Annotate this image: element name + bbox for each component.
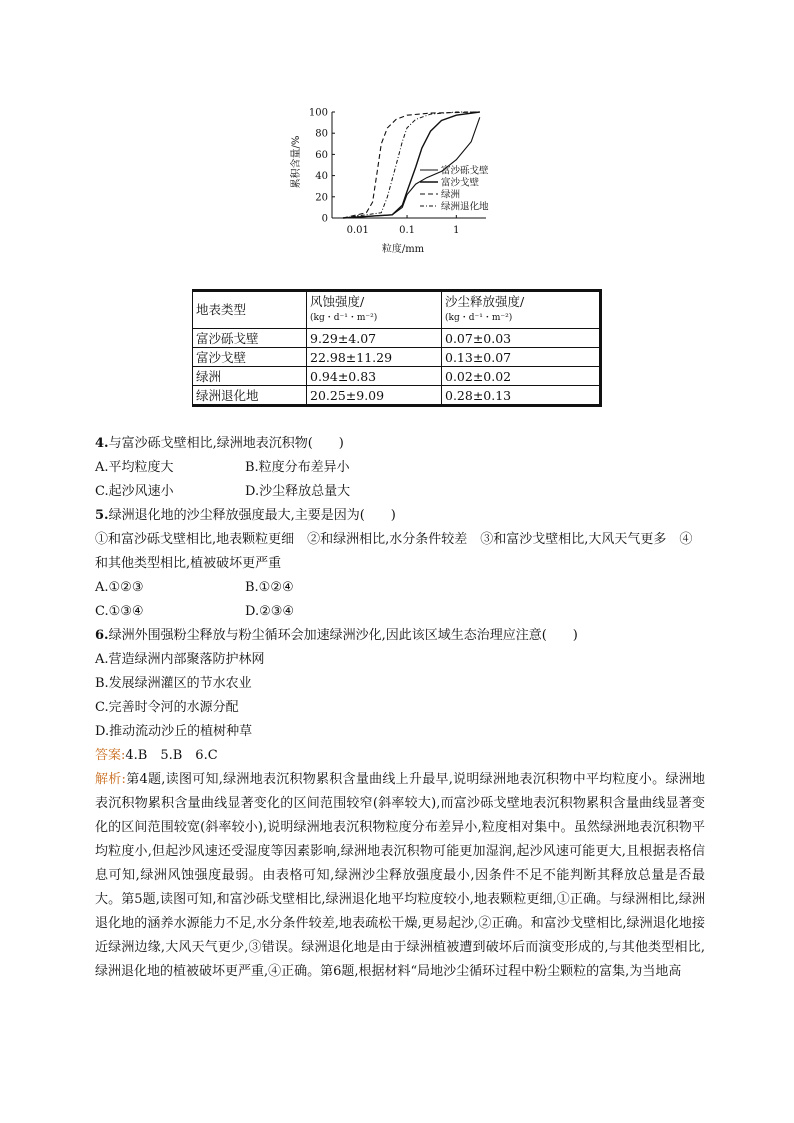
table-cell: 富沙砾戈壁 — [193, 329, 307, 348]
question-6 — [95, 624, 705, 648]
option-b: B.粒度分布差异小 — [245, 460, 350, 475]
question-stem: 绿洲外围强粉尘释放与粉尘循环会加速绿洲沙化,因此该区域生态治理应注意( ) — [108, 628, 578, 643]
question-number: 4. — [95, 436, 109, 451]
option-d: D.推动流动沙丘的植树种草 — [95, 724, 253, 739]
table-cell: 0.13±0.07 — [442, 348, 601, 367]
table-row — [193, 348, 601, 367]
surface-data-table — [192, 289, 602, 407]
question-5 — [95, 504, 705, 528]
option-a: A.平均粒度大 — [95, 460, 174, 475]
legend-label: 富沙戈壁 — [441, 177, 480, 189]
table-cell: 0.28±0.13 — [442, 386, 601, 406]
option-d: D.沙尘释放总量大 — [245, 484, 351, 499]
y-axis-label: 累积含量/% — [291, 135, 302, 189]
questions-section — [95, 432, 705, 984]
x-tick-label: 1 — [453, 225, 460, 236]
answer-line — [95, 744, 705, 768]
explanation-text: 第4题,读图可知,绿洲地表沉积物累积含量曲线上升最早,说明绿洲地表沉积物中平均粒度小。绿洲地表沉积物累积含量曲线显著变化的区间范围较窄(斜率较大),而富沙砾戈壁地表沉积物累积含量曲线显著变化的区间范围较宽(斜率较小),说明绿洲地表沉积物粒度分布差异小,粒度相对集中。虽然绿洲地表沉积物平均粒度小,但起沙风速还受湿度等因素影响,绿洲地表沉积物可能更加湿润,起沙风速可能更大,且根据表格信息可知,绿洲风蚀强度最弱。由表格可知,绿洲沙尘释放强度最小,因条件不足不能判断其释放总量是否最大。第5题,读图可知,和富沙砾戈壁相比,绿洲退化地平均粒度较小,地表颗粒更细,①正确。与绿洲相比,绿洲退化地的涵养水源能力不足,水分条件较差,地表疏松干燥,更易起沙,②正确。和富沙戈壁相比,绿洲退化地接近绿洲边缘,大风天气更少,③错误。绿洲退化地是由于绿洲植被遭到破坏后而演变形成的,与其他类型相比,绿洲退化地的植被破坏更严重,④正确。第6题,根据材料“局地沙尘循环过程中粉尘颗粒的富集,为当地高 — [95, 772, 705, 979]
table-cell: 绿洲退化地 — [193, 386, 307, 406]
grain-size-chart — [280, 100, 520, 260]
x-tick-label: 0.01 — [346, 225, 369, 236]
question-5-options — [95, 600, 705, 624]
table-cell: 富沙戈壁 — [193, 348, 307, 367]
y-tick-label: 80 — [315, 128, 328, 140]
option-b: B.①②④ — [245, 580, 294, 595]
legend-label: 绿洲 — [441, 189, 461, 201]
question-stem: 绿洲退化地的沙尘释放强度最大,主要是因为( ) — [108, 508, 396, 523]
table-cell: 9.29±4.07 — [307, 329, 442, 348]
answer-text: 4.B 5.B 6.C — [125, 748, 218, 763]
header-wind-erosion — [307, 291, 442, 329]
option-c: C.①③④ — [95, 604, 144, 619]
option-c: C.完善时令河的水源分配 — [95, 700, 239, 715]
question-4 — [95, 432, 705, 456]
y-tick-label: 0 — [321, 213, 328, 225]
chart-legend — [420, 165, 489, 213]
x-tick-label: 0.1 — [399, 225, 416, 236]
table-cell: 20.25±9.09 — [307, 386, 442, 406]
question-4-options — [95, 456, 705, 480]
table-row — [193, 329, 601, 348]
explanation-label: 解析: — [95, 772, 126, 787]
y-tick-label: 100 — [308, 107, 328, 119]
table-cell: 0.02±0.02 — [442, 367, 601, 386]
table-row — [193, 386, 601, 406]
x-axis-label: 粒度/mm — [381, 244, 425, 255]
option-a: A.营造绿洲内部聚落防护林网 — [95, 652, 265, 667]
table-cell: 22.98±11.29 — [307, 348, 442, 367]
legend-label: 绿洲退化地 — [441, 201, 489, 213]
answer-label: 答案: — [95, 748, 126, 763]
legend-label: 富沙砾戈壁 — [441, 165, 489, 177]
y-tick-label: 20 — [315, 192, 328, 204]
question-5-statements: ①和富沙砾戈壁相比,地表颗粒更细 ②和绿洲相比,水分条件较差 ③和富沙戈壁相比,大风天气更多 ④和其他类型相比,植被破坏更严重 — [95, 532, 693, 571]
header-wind-erosion-unit: (kg・d⁻¹・m⁻²) — [310, 313, 378, 323]
question-5-options — [95, 576, 705, 600]
header-surface-type: 地表类型 — [193, 291, 307, 329]
table-row — [193, 367, 601, 386]
table-cell: 0.94±0.83 — [307, 367, 442, 386]
option-c: C.起沙风速小 — [95, 484, 174, 499]
option-a: A.①②③ — [95, 580, 144, 595]
y-tick-label: 60 — [315, 149, 328, 161]
question-stem: 与富沙砾戈壁相比,绿洲地表沉积物( ) — [108, 436, 344, 451]
explanation — [95, 768, 705, 984]
header-dust-release-unit: (kg・d⁻¹・m⁻²) — [445, 313, 513, 323]
question-number: 6. — [95, 628, 109, 643]
header-wind-erosion-label: 风蚀强度/ — [310, 294, 365, 309]
table-cell: 绿洲 — [193, 367, 307, 386]
option-b: B.发展绿洲灌区的节水农业 — [95, 676, 252, 691]
question-4-options — [95, 480, 705, 504]
question-number: 5. — [95, 508, 109, 523]
table-cell: 0.07±0.03 — [442, 329, 601, 348]
header-dust-release-label: 沙尘释放强度/ — [445, 294, 525, 309]
header-dust-release — [442, 291, 601, 329]
option-d: D.②③④ — [245, 604, 295, 619]
y-tick-label: 40 — [315, 171, 328, 183]
